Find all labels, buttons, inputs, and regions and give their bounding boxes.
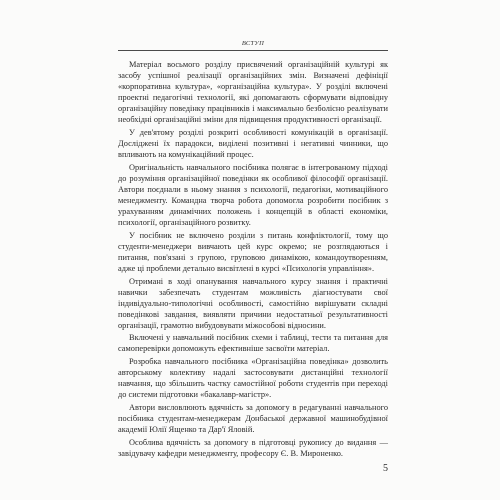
paragraph-chapter-eight: Матеріал восьмого розділу присвячений організаційній культурі як засобу успішної реалізації організаційних змін. Визначені дефініції «корпоративна культура», «організаційна культура». У розділі включені проектні педагогічні технології, які допомагають сформувати відповідну організаційну поведінку працівників і максимально безболісно реалізувати необхідні організаційні зміни для підвищення продуктивності організації. (118, 60, 388, 124)
paragraph-excluded-topics: У посібник не включено розділи з питань конфліктології, тому що студенти-менеджери вивчають цей курс окремо; не розглядаються і питання, пов'язані з групою, груповою динамікою, командоутворенням, адже ці проблеми детально висвітлені в курсі «Психологія управління». (118, 230, 388, 273)
paragraph-chapter-nine: У дев'ятому розділі розкриті особливості комунікацій в організації. Досліджені їх парадокси, виділені позитивні і негативні чинники, що впливають на комунікаційний процес. (118, 127, 388, 159)
paragraph-learning-outcomes: Отримані в ході опанування навчального курсу знання і практичні навички забезпечать студентам можливість діагностувати свої індивідуально-типологічні особливості, самостійно вирішувати складні поведінкові завдання, виявляти причини недостатньої результативності організації, грамотно вибудовувати міжособові відносини. (118, 276, 388, 330)
paragraph-distance-learning: Розробка навчального посібника «Організаційна поведінка» дозволить авторському колективу надалі застосовувати дистанційні технології навчання, що збільшить частку самостійної роботи студентів при переході до системи підготовки «бакалавр-магістр». (118, 357, 388, 400)
paragraph-acknowledgement-professor: Особлива вдячність за допомогу в підготовці рукопису до видання — завідувачу кафедри менеджменту, професору Є. В. Мироненко. (118, 438, 388, 459)
page-number: 5 (383, 463, 388, 474)
running-header (118, 41, 388, 51)
paragraph-acknowledgement-students: Автори висловлюють вдячність за допомогу в редагуванні навчального посібника студентам-менеджерам Донбаської державної машинобудівної академії Юлії Ященко та Дар'ї Яловій. (118, 403, 388, 435)
header-title: ВСТУП (241, 40, 265, 47)
paragraph-originality: Оригінальність навчального посібника полягає в інтегрованому підході до розуміння організаційної поведінки як особливої філософії організації. Автори поєднали в ньому знання з психології, педагогіки, мотиваційного менеджменту. Командна творча робота допомогла розробити посібник з урахуванням динамічних положень і концепцій в області економіки, психології, організаційного розвитку. (118, 162, 388, 227)
body-text (118, 59, 388, 461)
paragraph-tables-tests: Включені у навчальний посібник схеми і таблиці, тести та питання для самоперевірки допоможуть ефективніше засвоїти матеріал. (118, 333, 388, 354)
